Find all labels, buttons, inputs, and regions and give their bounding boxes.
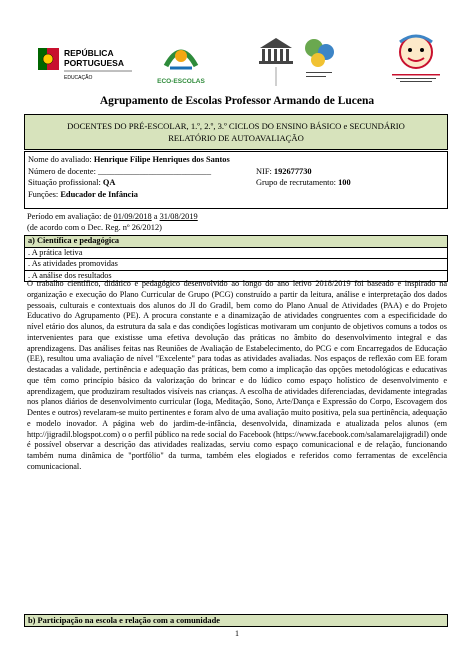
eco-escolas-text: ECO-ESCOLAS xyxy=(157,78,205,85)
name-label: Nome do avaliado: xyxy=(28,155,94,164)
name-row xyxy=(28,154,444,166)
nif-value: 192677730 xyxy=(273,166,312,176)
section-a-item: . A prática letiva xyxy=(25,248,447,260)
unesco-logo xyxy=(254,34,298,88)
docente-row xyxy=(28,166,444,178)
period-start: 01/09/2018 xyxy=(113,212,152,221)
funcoes-row xyxy=(28,189,444,201)
period-mid: a xyxy=(151,212,160,221)
grupo-value: 100 xyxy=(338,178,351,187)
funcoes-value: Educador de Infância xyxy=(60,189,138,199)
header-line2: RELATÓRIO DE AUTOAVALIAÇÃO xyxy=(168,133,304,143)
nif-label: NIF: xyxy=(256,166,274,176)
republica-portuguesa-logo xyxy=(38,40,138,88)
section-a-title: a) Científica e pedagógica xyxy=(25,236,447,248)
republica-line1: REPÚBLICA xyxy=(64,48,114,58)
period-end: 31/08/2019 xyxy=(159,212,198,221)
section-b-title: b) Participação na escola e relação com a comunidade xyxy=(24,614,448,627)
section-a-item: . As atividades promovidas xyxy=(25,259,447,271)
name-value: Henrique Filipe Henriques dos Santos xyxy=(93,155,230,164)
body-paragraph: O trabalho científico, didático e pedagógico desenvolvido ao longo do ano letivo 2018/2019 foi baseado e inspirado na organização e execução do Plano Curricular de Grupo (PCG) construído a partir da leitura, análise e interpretação dos dados pessoais, culturais e contextuais dos alunos do JI do Gradil, bem como do Plano Anual de Atividades (PAA) e do Projeto Educativo do Agrupamento (PE). A procura constante e a dinamização de atividades congruentes com a especificidade do nível etário dos alunos, da estrutura da sala e das condições logísticas motivaram um conjunto de objetivos comuns a todos os intervenientes para que existisse uma efetiva devolução das práticas no âmbito do desenvolvimento integral e das aprendizagens. Das análises feitas nas Reuniões de Avaliação de Estabelecimento, do PCG e com Encarregados de Educação (EE), resultou uma avaliação de nível "Excelente" para todas as atividades avaliadas. Nos espaços de reflexão com EE foram destacadas a validade, pertinência e adequação das práticas, bem como a implicação das opções metodológicas e educativas que têm como princípio básico da valorização do brincar e do lúdico como espaço holístico de desenvolvimento e aprendizagem, que produziram resultados visíveis nas crianças. A escolha de atividades diferenciadas, devidamente integradas nos planos diários de desenvolvimento curricular (Ioga, Meditação, Sono, Arte/Dança e Expressão do Corpo, Escovagem dos Dentes e outros) revelaram-se muito pertinentes e foram alvo de uma avaliação muito positiva, pela sua pertinência, adequação e modelo inovador. A página web do jardim-de-infância, desenvolvida, dinamizada e atualizada pelos alunos (em http://jigradil.blogspot.com) o o perfil público na rede social do Facebook (https://www.facebook.com/salamarelajigradil) onde é possível observar a descrição das atividades realizadas, serviu como espaço comunicacional e de relação, funcionando também numa dinâmica de "portfólio" da turma, também eles elogiados e referidos como ferramentas de excelência comunicacional. xyxy=(27,279,447,471)
period-decree: (de acordo com o Dec. Reg. nº 26/2012) xyxy=(27,223,162,232)
situacao-label: Situação profissional: xyxy=(28,178,103,187)
page-number: 1 xyxy=(235,629,239,638)
docente-label: Número de docente: ___________________________ xyxy=(28,166,212,176)
evaluation-period xyxy=(27,211,198,233)
header-line1: DOCENTES DO PRÉ-ESCOLAR, 1.º, 2.º, 3.º CICLOS DO ENSINO BÁSICO e SECUNDÁRIO xyxy=(67,121,405,131)
report-header-box xyxy=(24,114,448,150)
section-a-table xyxy=(24,235,448,282)
sala-amarela-logo xyxy=(386,30,446,88)
evaluee-info-box xyxy=(24,151,448,209)
school-title: Agrupamento de Escolas Professor Armando de Lucena xyxy=(99,95,375,107)
grupo-label: Grupo de recrutamento: xyxy=(256,178,339,187)
situacao-row xyxy=(28,177,444,189)
period-prefix: Período em avaliação: de xyxy=(27,212,114,221)
situacao-value: QA xyxy=(102,178,116,187)
funcoes-label: Funções: xyxy=(28,189,61,199)
body-text xyxy=(27,279,447,473)
eco-escolas-logo xyxy=(152,36,210,88)
republica-sub: EDUCAÇÃO xyxy=(64,75,93,81)
escolas-associadas-logo xyxy=(300,34,340,88)
republica-line2: PORTUGUESA xyxy=(64,58,124,68)
section-a-item: . A análise dos resultados xyxy=(28,270,112,280)
